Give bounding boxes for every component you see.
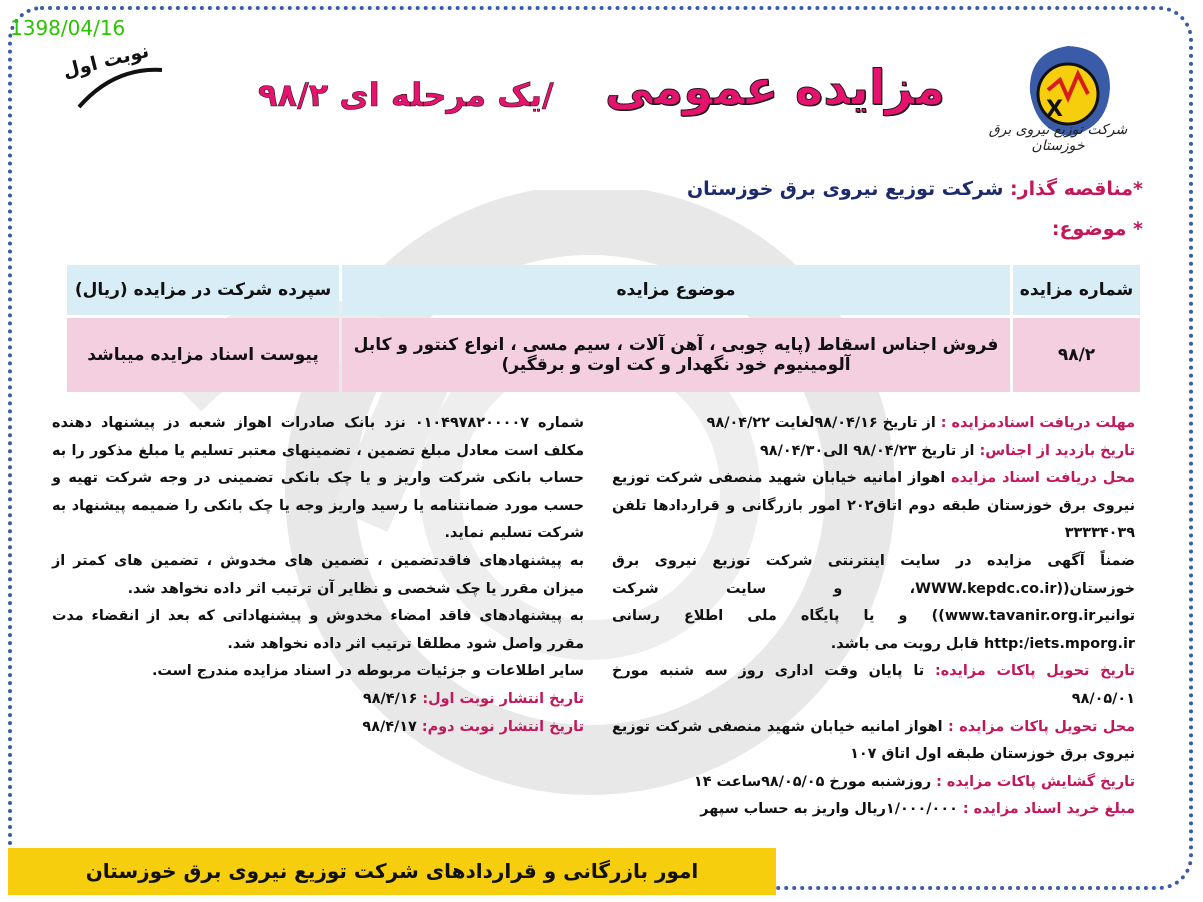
cell-deposit: پیوست اسناد مزایده میباشد <box>67 318 339 392</box>
delivery-date-text: تا پایان وقت اداری روز سه شنبه مورخ ۹۸/۰۵/۰۱ <box>612 663 1135 707</box>
delivery-date-label: تاریخ تحویل پاکات مزایده: <box>934 663 1136 680</box>
cell-subject <box>342 318 1010 392</box>
document-price-label: مبلغ خرید اسناد مزایده : <box>962 801 1135 818</box>
document-location-text: اهواز امانیه خیابان شهید منصفی شرکت توزیع نیروی برق خوزستان طبقه دوم اتاق۲۰۲ امور بازرگانی و قراردادها تلفن ۳۳۳۳۴۰۳۹ <box>612 470 1135 542</box>
main-subtitle: /یک مرحله ای ۹۸/۲ <box>258 76 554 114</box>
table-header-row <box>67 265 1140 315</box>
main-title: مزایده عمومی <box>604 60 945 116</box>
svg-text:X: X <box>1046 97 1063 122</box>
late-offer-paragraph: به پیشنهادهای فاقد امضاء مخدوش و پیشنهاداتی که بعد از انقضاء مدت مقرر واصل شود مطلقا ترتیب اثر داده نخواهد شد. <box>52 608 584 652</box>
tenderer-value: شرکت توزیع نیروی برق خوزستان <box>686 178 1004 200</box>
second-publication-date: ۹۸/۴/۱۷ <box>362 718 422 735</box>
subject-label: * موضوع: <box>1051 218 1143 240</box>
first-notice-mark: نوبت اول <box>60 39 152 83</box>
header-subject: موضوع مزایده <box>342 265 1010 315</box>
delivery-location-text: اهواز امانیه خیابان شهید منصفی شرکت توزیع نیروی برق خوزستان طبقه اول اتاق ۱۰۷ <box>612 718 1135 763</box>
opening-date-label: تاریخ گشایش پاکات مزایده : <box>936 773 1135 790</box>
footer-banner: امور بازرگانی و قراردادهای شرکت توزیع نیروی برق خوزستان <box>8 848 776 895</box>
further-info-paragraph: سایر اطلاعات و جزئیات مربوطه در اسناد مزایده مندرج است. <box>151 663 584 680</box>
invalid-guarantee-paragraph: به پیشنهادهای فاقدتضمین ، تضمین های مخدوش ، تضمین های کمتر از میزان مقرر یا چک شخصی و نظایر آن ترتیب اثر داده نخواهد شد. <box>52 552 584 597</box>
document-location-label: محل دریافت اسناد مزایده <box>951 470 1135 487</box>
subject-line-1: فروش اجناس اسقاط (پایه چوبی ، آهن آلات ، سیم مسی ، انواع کنتور و کابل <box>353 335 999 355</box>
left-column <box>52 410 584 741</box>
subject-line-2: آلومینیوم خود نگهدار و کت اوت و برقگیر) <box>501 355 851 375</box>
document-price-text: ۱/۰۰۰/۰۰۰ریال واریز به حساب سپهر <box>700 801 963 818</box>
table-row <box>67 318 1140 392</box>
first-publication-date: ۹۸/۴/۱۶ <box>362 690 423 707</box>
document-deadline-text: از تاریخ ۹۸/۰۴/۱۶لغایت ۹۸/۰۴/۲۲ <box>706 415 941 431</box>
logo-caption: شرکت توزیع نیروی برق خوزستان <box>988 122 1128 154</box>
visit-date-text: از تاریخ ۹۸/۰۴/۲۳ الی۹۸/۰۴/۳۰ <box>760 442 980 459</box>
header-number: شماره مزایده <box>1013 265 1140 315</box>
guarantee-paragraph: شماره ۰۱۰۴۹۷۸۲۰۰۰۰۷ نزد بانک صادرات اهواز شعبه دز پیشنهاد دهنده مکلف است معادل مبلغ تضمین ، تضمینهای معتبر تسلیم یا مبلغ مذکور را به حساب بانکی شرکت واریز و یا چک بانکی تضمینی در وجه شرکت تهیه و حسب مورد ضمانتنامه یا رسید واریز وجه یا چک بانکی را ضمیمه پیشنهاد به شرکت تسلیم نماید. <box>52 415 584 542</box>
document-deadline-label: مهلت دریافت اسنادمزایده : <box>940 415 1135 431</box>
first-publication-label: تاریخ انتشار نوبت اول: <box>422 690 584 707</box>
second-publication-label: تاریخ انتشار نوبت دوم: <box>421 718 584 735</box>
swoosh-mark <box>74 62 164 112</box>
tenderer-label: *مناقصه گذار: <box>1010 178 1143 200</box>
tender-table <box>64 262 1143 395</box>
header-deposit: سپرده شرکت در مزایده (ریال) <box>67 265 339 315</box>
visit-date-label: تاریخ بازدید از اجناس: <box>979 442 1135 459</box>
right-column <box>612 410 1135 824</box>
website-notice: ضمناً آگهی مزایده در سایت اینترنتی شرکت توزیع نیروی برق خوزستان((WWW.kepdc.co.ir، و سایت شرکت توانیرwww.tavanir.org.ir)) و یا پایگاه ملی اطلاع رسانی http:/iets.mporg.ir قابل رویت می باشد. <box>612 552 1135 652</box>
tenderer-line <box>687 178 1143 200</box>
delivery-location-label: محل تحویل پاکات مزایده : <box>948 718 1135 735</box>
opening-date-text: روزشنبه مورخ ۹۸/۰۵/۰۵ساعت ۱۴ <box>693 773 937 790</box>
issue-date-stamp: 1398/04/16 <box>10 16 126 40</box>
cell-number: ۹۸/۲ <box>1013 318 1140 392</box>
